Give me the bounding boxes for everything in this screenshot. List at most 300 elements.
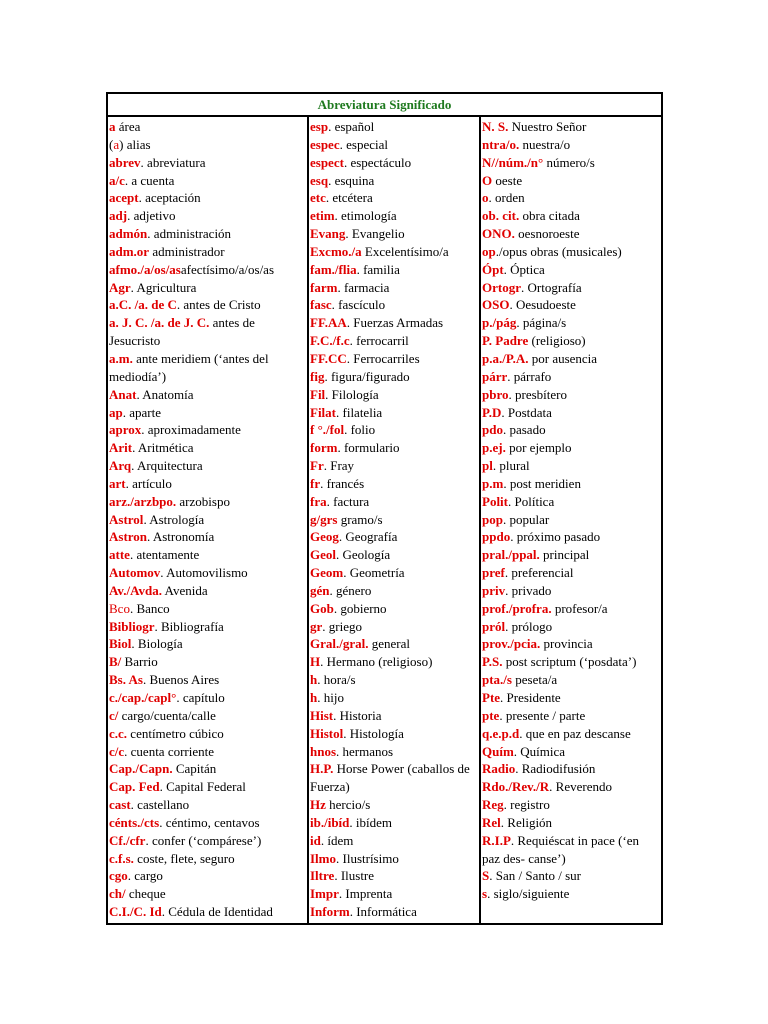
abbreviation-entry xyxy=(310,528,478,546)
meaning: . Automovilismo xyxy=(160,565,248,581)
abbreviation-entry xyxy=(310,172,478,190)
meaning: . griego xyxy=(322,618,362,634)
meaning: . Ilustre xyxy=(334,868,375,884)
abbreviation-entry xyxy=(310,635,478,653)
abbreviation: N. S. xyxy=(482,119,509,134)
abbreviation-entry xyxy=(109,635,306,653)
abbreviation: pdo xyxy=(482,422,503,438)
abbreviation-entry xyxy=(109,457,306,475)
meaning: . privado xyxy=(505,582,552,598)
abbreviation-entry xyxy=(109,760,306,778)
meaning: . Astronomía xyxy=(147,529,215,545)
abbreviation-entry xyxy=(482,207,660,225)
abbreviation-entry xyxy=(310,796,478,814)
abbreviation-entry xyxy=(310,404,478,422)
meaning: . presbítero xyxy=(508,386,567,402)
abbreviation-entry xyxy=(310,154,478,172)
abbreviation: abrev xyxy=(109,154,141,170)
abbreviation: esq xyxy=(310,172,329,188)
meaning: Horse Power (caballos de Fuerza) xyxy=(310,761,470,795)
meaning: general xyxy=(368,636,411,652)
abbreviation-entry xyxy=(109,136,306,154)
abbreviation: Gral./gral. xyxy=(310,636,369,652)
meaning: centímetro cúbico xyxy=(127,725,224,741)
meaning: hercio/s xyxy=(325,797,371,813)
meaning: . Presidente xyxy=(500,690,561,705)
abbreviation: adj xyxy=(109,208,128,224)
abbreviation-entry xyxy=(310,867,478,885)
abbreviation: a. J. C. /a. de J. C. xyxy=(109,315,210,331)
abbreviation-entry xyxy=(482,689,660,707)
abbreviation: FF.CC xyxy=(310,350,347,366)
abbreviation-entry xyxy=(109,172,306,190)
abbreviation-entry xyxy=(310,439,478,457)
meaning: (religioso) xyxy=(528,333,586,349)
meaning: . que en paz descanse xyxy=(519,725,631,741)
meaning: . Bibliografía xyxy=(154,618,224,634)
abbreviation-entry xyxy=(482,243,660,261)
abbreviation-entry xyxy=(310,707,478,725)
meaning: . aceptación xyxy=(138,190,201,206)
abbreviation-entry xyxy=(310,600,478,618)
abbreviation: p.m xyxy=(482,475,504,491)
abbreviation-entry xyxy=(482,511,660,529)
abbreviation-entry xyxy=(310,314,478,332)
abbreviation: pról xyxy=(482,618,506,634)
abbreviation: priv xyxy=(482,582,506,598)
abbreviation: pop xyxy=(482,511,503,527)
abbreviation-entry xyxy=(482,136,660,154)
abbreviation-entry xyxy=(482,154,660,172)
abbreviation-entry xyxy=(482,350,660,368)
meaning: . aproximadamente xyxy=(141,422,241,438)
meaning: . Religión xyxy=(500,814,553,830)
abbreviation-entry xyxy=(310,885,478,903)
abbreviation-entry xyxy=(109,528,306,546)
abbreviation: atte xyxy=(109,547,130,563)
abbreviation-entry xyxy=(310,511,478,529)
abbreviation-entry xyxy=(109,832,306,850)
abbreviation-entry xyxy=(482,814,660,832)
abbreviation: prof./profra. xyxy=(482,600,552,616)
abbreviation: H.P. xyxy=(310,761,334,777)
abbreviation-entry xyxy=(109,582,306,600)
meaning: por ausencia xyxy=(528,350,598,366)
abbreviation: c/c xyxy=(109,743,125,759)
meaning: . gobierno xyxy=(333,600,387,616)
abbreviation-table xyxy=(106,92,663,925)
abbreviation-entry xyxy=(310,689,478,707)
meaning: por ejemplo xyxy=(505,440,572,456)
meaning: . español xyxy=(328,119,375,134)
abbreviation: fr xyxy=(310,475,321,491)
abbreviation-entry xyxy=(482,671,660,689)
abbreviation-entry xyxy=(310,136,478,154)
abbreviation: F.C./f.c xyxy=(310,333,350,349)
meaning: . preferencial xyxy=(504,565,574,581)
abbreviation: pref xyxy=(482,565,505,581)
abbreviation: Fil xyxy=(310,386,326,402)
abbreviation: espect xyxy=(310,154,344,170)
abbreviation: Arit xyxy=(109,440,133,456)
meaning: . hora/s xyxy=(317,672,356,688)
meaning: . Óptica xyxy=(503,261,545,277)
abbreviation: gén xyxy=(310,582,330,598)
meaning: . siglo/siguiente xyxy=(487,886,570,902)
meaning: . confer (‘compárese’) xyxy=(145,832,262,848)
meaning: . ibídem xyxy=(349,814,392,830)
abbreviation: gr xyxy=(310,618,323,634)
meaning: . prólogo xyxy=(505,618,553,634)
abbreviation-entry xyxy=(109,189,306,207)
column-2 xyxy=(309,117,481,923)
meaning: Excelentísimo/a xyxy=(361,243,449,259)
meaning: . post meridien xyxy=(503,475,581,491)
abbreviation-entry xyxy=(482,707,660,725)
abbreviation: Geog xyxy=(310,529,339,545)
abbreviation: g/grs xyxy=(310,511,338,527)
abbreviation-entry xyxy=(482,421,660,439)
abbreviation: pral./ppal. xyxy=(482,547,540,563)
abbreviation-entry xyxy=(482,600,660,618)
meaning: gramo/s xyxy=(337,511,383,527)
abbreviation: Biol xyxy=(109,636,132,652)
abbreviation: Hist xyxy=(310,707,334,723)
abbreviation-entry xyxy=(109,867,306,885)
abbreviation: cgo xyxy=(109,868,128,884)
abbreviation: Av./Avda. xyxy=(109,582,162,598)
meaning: . farmacia xyxy=(337,279,390,295)
abbreviation: id xyxy=(310,832,321,848)
abbreviation: fam./flia xyxy=(310,261,357,277)
abbreviation-entry xyxy=(482,386,660,404)
abbreviation: Ortogr xyxy=(482,279,521,295)
meaning: . Aritmética xyxy=(132,440,194,456)
abbreviation-entry xyxy=(109,600,306,618)
abbreviation: a xyxy=(109,119,116,134)
meaning: . plural xyxy=(492,458,530,474)
abbreviation: Astron xyxy=(109,529,148,545)
abbreviation-entry xyxy=(310,493,478,511)
meaning: principal xyxy=(539,547,590,563)
meaning: nuestra/o xyxy=(519,136,571,152)
abbreviation: c./cap./capl° xyxy=(109,690,177,705)
abbreviation-entry xyxy=(310,671,478,689)
meaning: cargo/cuenta/calle xyxy=(118,707,216,723)
meaning: ) alias xyxy=(119,136,151,152)
abbreviation: P.D xyxy=(482,404,502,420)
entry-prefix: ( xyxy=(109,136,114,152)
abbreviation: FF.AA xyxy=(310,315,347,331)
abbreviation-entry xyxy=(482,172,660,190)
abbreviation: Quím xyxy=(482,743,514,759)
meaning: . Evangelio xyxy=(345,226,405,242)
abbreviation-entry xyxy=(310,564,478,582)
abbreviation: a.C. /a. de C xyxy=(109,297,177,313)
meaning: . Imprenta xyxy=(338,886,393,902)
abbreviation-entry xyxy=(482,368,660,386)
meaning: . francés xyxy=(320,475,365,491)
abbreviation: Gob xyxy=(310,600,334,616)
meaning: . especial xyxy=(339,136,388,152)
abbreviation-entry xyxy=(109,421,306,439)
abbreviation: pta./s xyxy=(482,672,512,688)
meaning: . familia xyxy=(356,261,400,277)
abbreviation-entry xyxy=(310,546,478,564)
meaning: . Banco xyxy=(129,600,170,616)
meaning: . fascículo xyxy=(331,297,386,313)
meaning: . Requiéscat in pace (‘en paz des- canse’) xyxy=(482,832,640,866)
abbreviation: ONO. xyxy=(482,226,515,242)
abbreviation-entry xyxy=(109,475,306,493)
abbreviation-entry xyxy=(482,261,660,279)
abbreviation: adm.or xyxy=(109,243,150,259)
abbreviation-entry xyxy=(482,725,660,743)
meaning: . figura/figurado xyxy=(324,368,410,384)
abbreviation: Geom xyxy=(310,565,344,581)
abbreviation: Rel xyxy=(482,814,501,830)
abbreviation: a xyxy=(113,136,120,152)
meaning: . Buenos Aires xyxy=(142,672,220,688)
meaning: Avenida xyxy=(161,582,208,598)
abbreviation-entry xyxy=(109,386,306,404)
meaning: coste, flete, seguro xyxy=(133,850,235,866)
abbreviation: c.f.s. xyxy=(109,850,134,866)
abbreviation-entry xyxy=(310,118,478,136)
meaning: . esquina xyxy=(328,172,375,188)
abbreviation: Astrol xyxy=(109,511,144,527)
abbreviation: p.ej. xyxy=(482,440,506,456)
meaning: . capítulo xyxy=(176,690,225,705)
meaning: . Geografía xyxy=(338,529,398,545)
abbreviation-entry xyxy=(482,404,660,422)
abbreviation-entry xyxy=(310,350,478,368)
meaning: . próximo pasado xyxy=(510,529,601,545)
meaning: área xyxy=(115,119,141,134)
meaning: . párrafo xyxy=(507,368,552,384)
meaning: . factura xyxy=(326,493,370,509)
abbreviation: aprox xyxy=(109,422,142,438)
abbreviation-entry xyxy=(482,635,660,653)
abbreviation-entry xyxy=(482,439,660,457)
meaning: arzobispo xyxy=(176,493,230,509)
abbreviation: ntra/o. xyxy=(482,136,520,152)
abbreviation-entry xyxy=(109,350,306,386)
abbreviation-entry xyxy=(482,493,660,511)
abbreviation: pbro xyxy=(482,386,509,402)
abbreviation-entry xyxy=(482,332,660,350)
meaning: . Historia xyxy=(333,707,382,723)
abbreviation: admón xyxy=(109,226,148,242)
abbreviation-entry xyxy=(310,760,478,796)
abbreviation: H xyxy=(310,654,321,670)
meaning: . Fuerzas Armadas xyxy=(346,315,444,331)
meaning: ./opus obras (musicales) xyxy=(495,243,622,259)
meaning: . Astrología xyxy=(143,511,205,527)
abbreviation-entry xyxy=(109,903,306,921)
abbreviation-entry xyxy=(310,225,478,243)
abbreviation-entry xyxy=(109,314,306,350)
abbreviation: Radio xyxy=(482,761,516,777)
abbreviation: esp xyxy=(310,119,329,134)
meaning: . filatelia xyxy=(336,404,383,420)
abbreviation: c.c. xyxy=(109,725,128,741)
abbreviation: Rdo./Rev./R xyxy=(482,779,550,795)
meaning: . Geometría xyxy=(343,565,405,581)
abbreviation-entry xyxy=(482,118,660,136)
abbreviation-entry xyxy=(482,546,660,564)
abbreviation: S xyxy=(482,868,490,884)
meaning: afectísimo/a/os/as xyxy=(180,261,275,277)
abbreviation-entry xyxy=(482,582,660,600)
abbreviation-entry xyxy=(109,511,306,529)
abbreviation-entry xyxy=(310,618,478,636)
abbreviation-entry xyxy=(310,814,478,832)
abbreviation: Reg xyxy=(482,797,504,813)
abbreviation: h xyxy=(310,690,318,705)
meaning: . antes de Cristo xyxy=(176,297,261,313)
meaning: número/s xyxy=(543,154,595,170)
abbreviation: q.e.p.d xyxy=(482,725,520,741)
abbreviation: Evang xyxy=(310,226,346,242)
meaning: . cuenta corriente xyxy=(124,743,215,759)
abbreviation: pl xyxy=(482,458,493,474)
meaning: . Ilustrísimo xyxy=(336,850,399,866)
meaning: . orden xyxy=(488,190,525,206)
meaning: . céntimo, centavos xyxy=(159,814,260,830)
abbreviation: P. Padre xyxy=(482,333,529,349)
abbreviation-entry xyxy=(109,439,306,457)
abbreviation-entry xyxy=(109,404,306,422)
column-1 xyxy=(108,117,309,923)
abbreviation: ob. cit. xyxy=(482,208,520,224)
abbreviation: Bco xyxy=(109,600,130,616)
meaning: peseta/a xyxy=(511,672,558,688)
abbreviation-entry xyxy=(310,421,478,439)
abbreviation: cénts./cts xyxy=(109,814,160,830)
abbreviation: etim xyxy=(310,208,335,224)
meaning: . atentamente xyxy=(129,547,200,563)
abbreviation-entry xyxy=(109,243,306,261)
abbreviation: fra xyxy=(310,493,327,509)
abbreviation: Bibliogr xyxy=(109,618,155,634)
meaning: . etcétera xyxy=(325,190,373,206)
abbreviation-entry xyxy=(109,850,306,868)
meaning: . espectáculo xyxy=(343,154,412,170)
meaning: . Hermano (religioso) xyxy=(320,654,433,670)
meaning: . artículo xyxy=(125,475,172,491)
abbreviation: Geol xyxy=(310,547,336,563)
abbreviation-entry xyxy=(482,189,660,207)
abbreviation: prov./pcia. xyxy=(482,636,541,652)
meaning: . Capital Federal xyxy=(159,779,246,795)
abbreviation: OSO xyxy=(482,297,510,313)
meaning: . página/s xyxy=(516,315,567,331)
abbreviation: R.I.P xyxy=(482,832,511,848)
abbreviation: farm xyxy=(310,279,338,295)
abbreviation-entry xyxy=(109,796,306,814)
meaning: . Filología xyxy=(325,386,379,402)
abbreviation-entry xyxy=(109,296,306,314)
table-columns xyxy=(108,117,661,923)
abbreviation-entry xyxy=(109,225,306,243)
abbreviation-entry xyxy=(109,564,306,582)
abbreviation-entry xyxy=(310,261,478,279)
abbreviation: a.m. xyxy=(109,350,133,366)
meaning: . Arquitectura xyxy=(131,458,203,474)
abbreviation-entry xyxy=(109,885,306,903)
meaning: . Fray xyxy=(323,458,355,474)
meaning: oeste xyxy=(492,172,523,188)
meaning: . Reverendo xyxy=(549,779,612,795)
abbreviation: p.a./P.A. xyxy=(482,350,529,366)
abbreviation-entry xyxy=(482,296,660,314)
abbreviation: s xyxy=(482,886,488,902)
meaning: . popular xyxy=(502,511,550,527)
abbreviation: ap xyxy=(109,404,123,420)
meaning: . Postdata xyxy=(501,404,552,420)
abbreviation: ib./ibíd xyxy=(310,814,350,830)
abbreviation-entry xyxy=(310,725,478,743)
meaning: . aparte xyxy=(122,404,161,420)
abbreviation-entry xyxy=(310,296,478,314)
abbreviation: Polit xyxy=(482,493,508,509)
meaning: . abreviatura xyxy=(140,154,206,170)
meaning: . ídem xyxy=(320,832,354,848)
abbreviation-entry xyxy=(109,118,306,136)
meaning: . Anatomía xyxy=(136,386,194,402)
meaning: . Biología xyxy=(131,636,183,652)
meaning: . presente / parte xyxy=(499,707,586,723)
meaning: . formulario xyxy=(337,440,400,456)
abbreviation: C.I./C. Id xyxy=(109,904,162,920)
abbreviation-entry xyxy=(482,743,660,761)
abbreviation: Filat xyxy=(310,404,336,420)
abbreviation-entry xyxy=(482,653,660,671)
abbreviation-entry xyxy=(310,850,478,868)
abbreviation: fasc xyxy=(310,297,332,313)
abbreviation: arz./arzbpo. xyxy=(109,493,177,509)
meaning: Barrio xyxy=(121,654,158,670)
abbreviation-entry xyxy=(482,832,660,868)
meaning: . Geología xyxy=(336,547,391,563)
abbreviation-entry xyxy=(310,207,478,225)
abbreviation: Ópt xyxy=(482,261,504,277)
abbreviation-entry xyxy=(109,279,306,297)
abbreviation: c/ xyxy=(109,707,119,723)
meaning: . Histología xyxy=(343,725,404,741)
abbreviation: Hz xyxy=(310,797,326,813)
abbreviation-entry xyxy=(310,279,478,297)
abbreviation-entry xyxy=(482,475,660,493)
abbreviation: párr xyxy=(482,368,508,384)
abbreviation-entry xyxy=(109,778,306,796)
abbreviation-entry xyxy=(310,903,478,921)
abbreviation-entry xyxy=(109,261,306,279)
meaning: . género xyxy=(329,582,372,598)
meaning: obra citada xyxy=(519,208,580,224)
abbreviation-entry xyxy=(482,796,660,814)
abbreviation: ch/ xyxy=(109,886,126,902)
meaning: administrador xyxy=(149,243,225,259)
abbreviation-entry xyxy=(310,189,478,207)
abbreviation-entry xyxy=(109,743,306,761)
abbreviation-entry xyxy=(109,814,306,832)
abbreviation-entry xyxy=(482,778,660,796)
abbreviation: Iltre xyxy=(310,868,335,884)
abbreviation-entry xyxy=(310,368,478,386)
meaning: . Radiodifusión xyxy=(515,761,596,777)
